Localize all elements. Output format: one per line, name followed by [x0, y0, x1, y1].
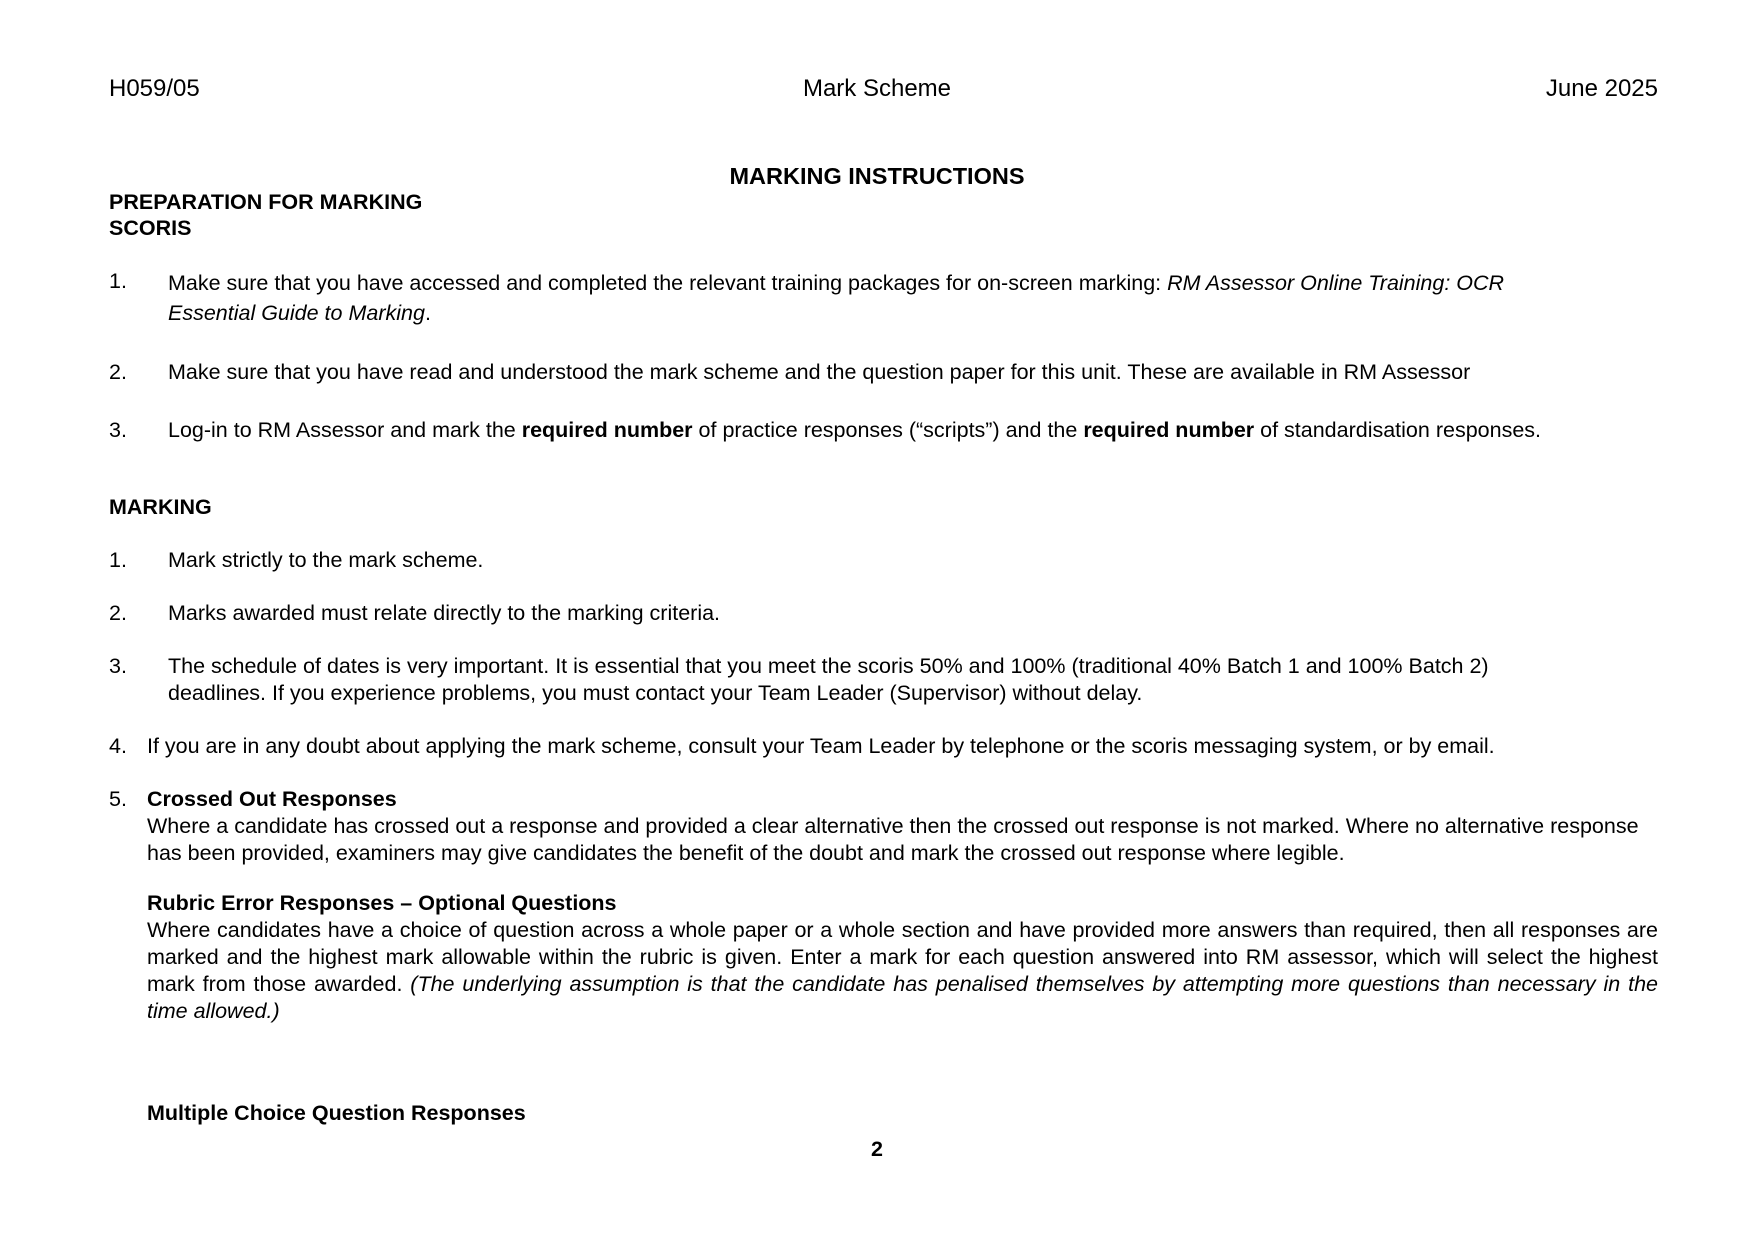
header-code: H059/05: [109, 75, 200, 102]
marking-item-3-line1: The schedule of dates is very important. It is essential that you meet the scoris 50% and 100% (traditional 40% Batch 1 and 100% Batch 2): [168, 654, 1489, 678]
crossed-out-heading: Crossed Out Responses: [147, 787, 397, 811]
marking-item-4-text: If you are in any doubt about applying the mark scheme, consult your Team Leader by telephone or the scoris messaging system, or by email.: [147, 734, 1495, 758]
prep-item-1-italic-2: Essential Guide to Marking: [168, 301, 425, 325]
marking-item-3-line2: deadlines. If you experience problems, you must contact your Team Leader (Supervisor) without delay.: [168, 681, 1143, 705]
marking-item-2-number: 2.: [109, 601, 127, 625]
marking-heading: MARKING: [109, 495, 212, 519]
prep-item-2-text: Make sure that you have read and understood the mark scheme and the question paper for this unit. These are available in RM Assessor: [168, 360, 1471, 384]
prep-item-3-t3: of standardisation responses.: [1254, 418, 1541, 442]
prep-item-1-italic: RM Assessor Online Training: OCR: [1167, 271, 1505, 295]
scoris-subheading: SCORIS: [109, 216, 192, 240]
marking-item-3-number: 3.: [109, 654, 127, 678]
prep-item-3-t1: Log-in to RM Assessor and mark the: [168, 418, 522, 442]
marking-item-4-number: 4.: [109, 734, 127, 758]
page-number: 2: [871, 1137, 883, 1161]
prep-item-1-number: 1.: [109, 269, 127, 293]
rubric-italic: (The underlying assumption is that the candidate has penalised themselves by attempting more questions than necessary in the time allowed.): [147, 972, 1658, 1023]
page-title: MARKING INSTRUCTIONS: [729, 163, 1025, 189]
prep-item-3-number: 3.: [109, 418, 127, 442]
rubric-body: Where candidates have a choice of question across a whole paper or a whole section and have provided more answers than required, then all responses are marked and the highest mark allowable within the rubric is given. Enter a mark for each question answered into RM assessor, which will select the highest mark from those awarded.: [147, 918, 1658, 996]
prep-item-3-t2: of practice responses (“scripts”) and the: [692, 418, 1084, 442]
prep-item-1-body: Make sure that you have accessed and completed the relevant training packages for on-screen marking:: [168, 271, 1168, 295]
prep-item-1-text: [168, 268, 1658, 328]
marking-item-1-text: Mark strictly to the mark scheme.: [168, 548, 484, 572]
prep-item-1-end: .: [424, 301, 431, 325]
marking-item-1-number: 1.: [109, 548, 127, 572]
prep-item-2-number: 2.: [109, 360, 127, 384]
header-date: June 2025: [1545, 75, 1658, 102]
prep-item-3-text: [168, 417, 1714, 444]
header-title: Mark Scheme: [802, 75, 952, 102]
preparation-heading: PREPARATION FOR MARKING: [109, 190, 423, 214]
rubric-heading: Rubric Error Responses – Optional Questions: [147, 891, 617, 915]
crossed-out-text: Where a candidate has crossed out a response and provided a clear alternative then the crossed out response is not marked. Where no alternative response has been provided, examiners may give candidates the benefit of the doubt and mark the crossed out response where legible.: [147, 814, 1639, 865]
marking-item-5-number: 5.: [109, 787, 127, 811]
mcq-heading: Multiple Choice Question Responses: [147, 1101, 526, 1125]
rubric-text: [147, 917, 1658, 1025]
prep-item-3-b1: required number: [521, 418, 693, 442]
marking-item-3-text: [168, 653, 1658, 707]
prep-item-3-b2: required number: [1083, 418, 1255, 442]
marking-item-2-text: Marks awarded must relate directly to the marking criteria.: [168, 601, 721, 625]
